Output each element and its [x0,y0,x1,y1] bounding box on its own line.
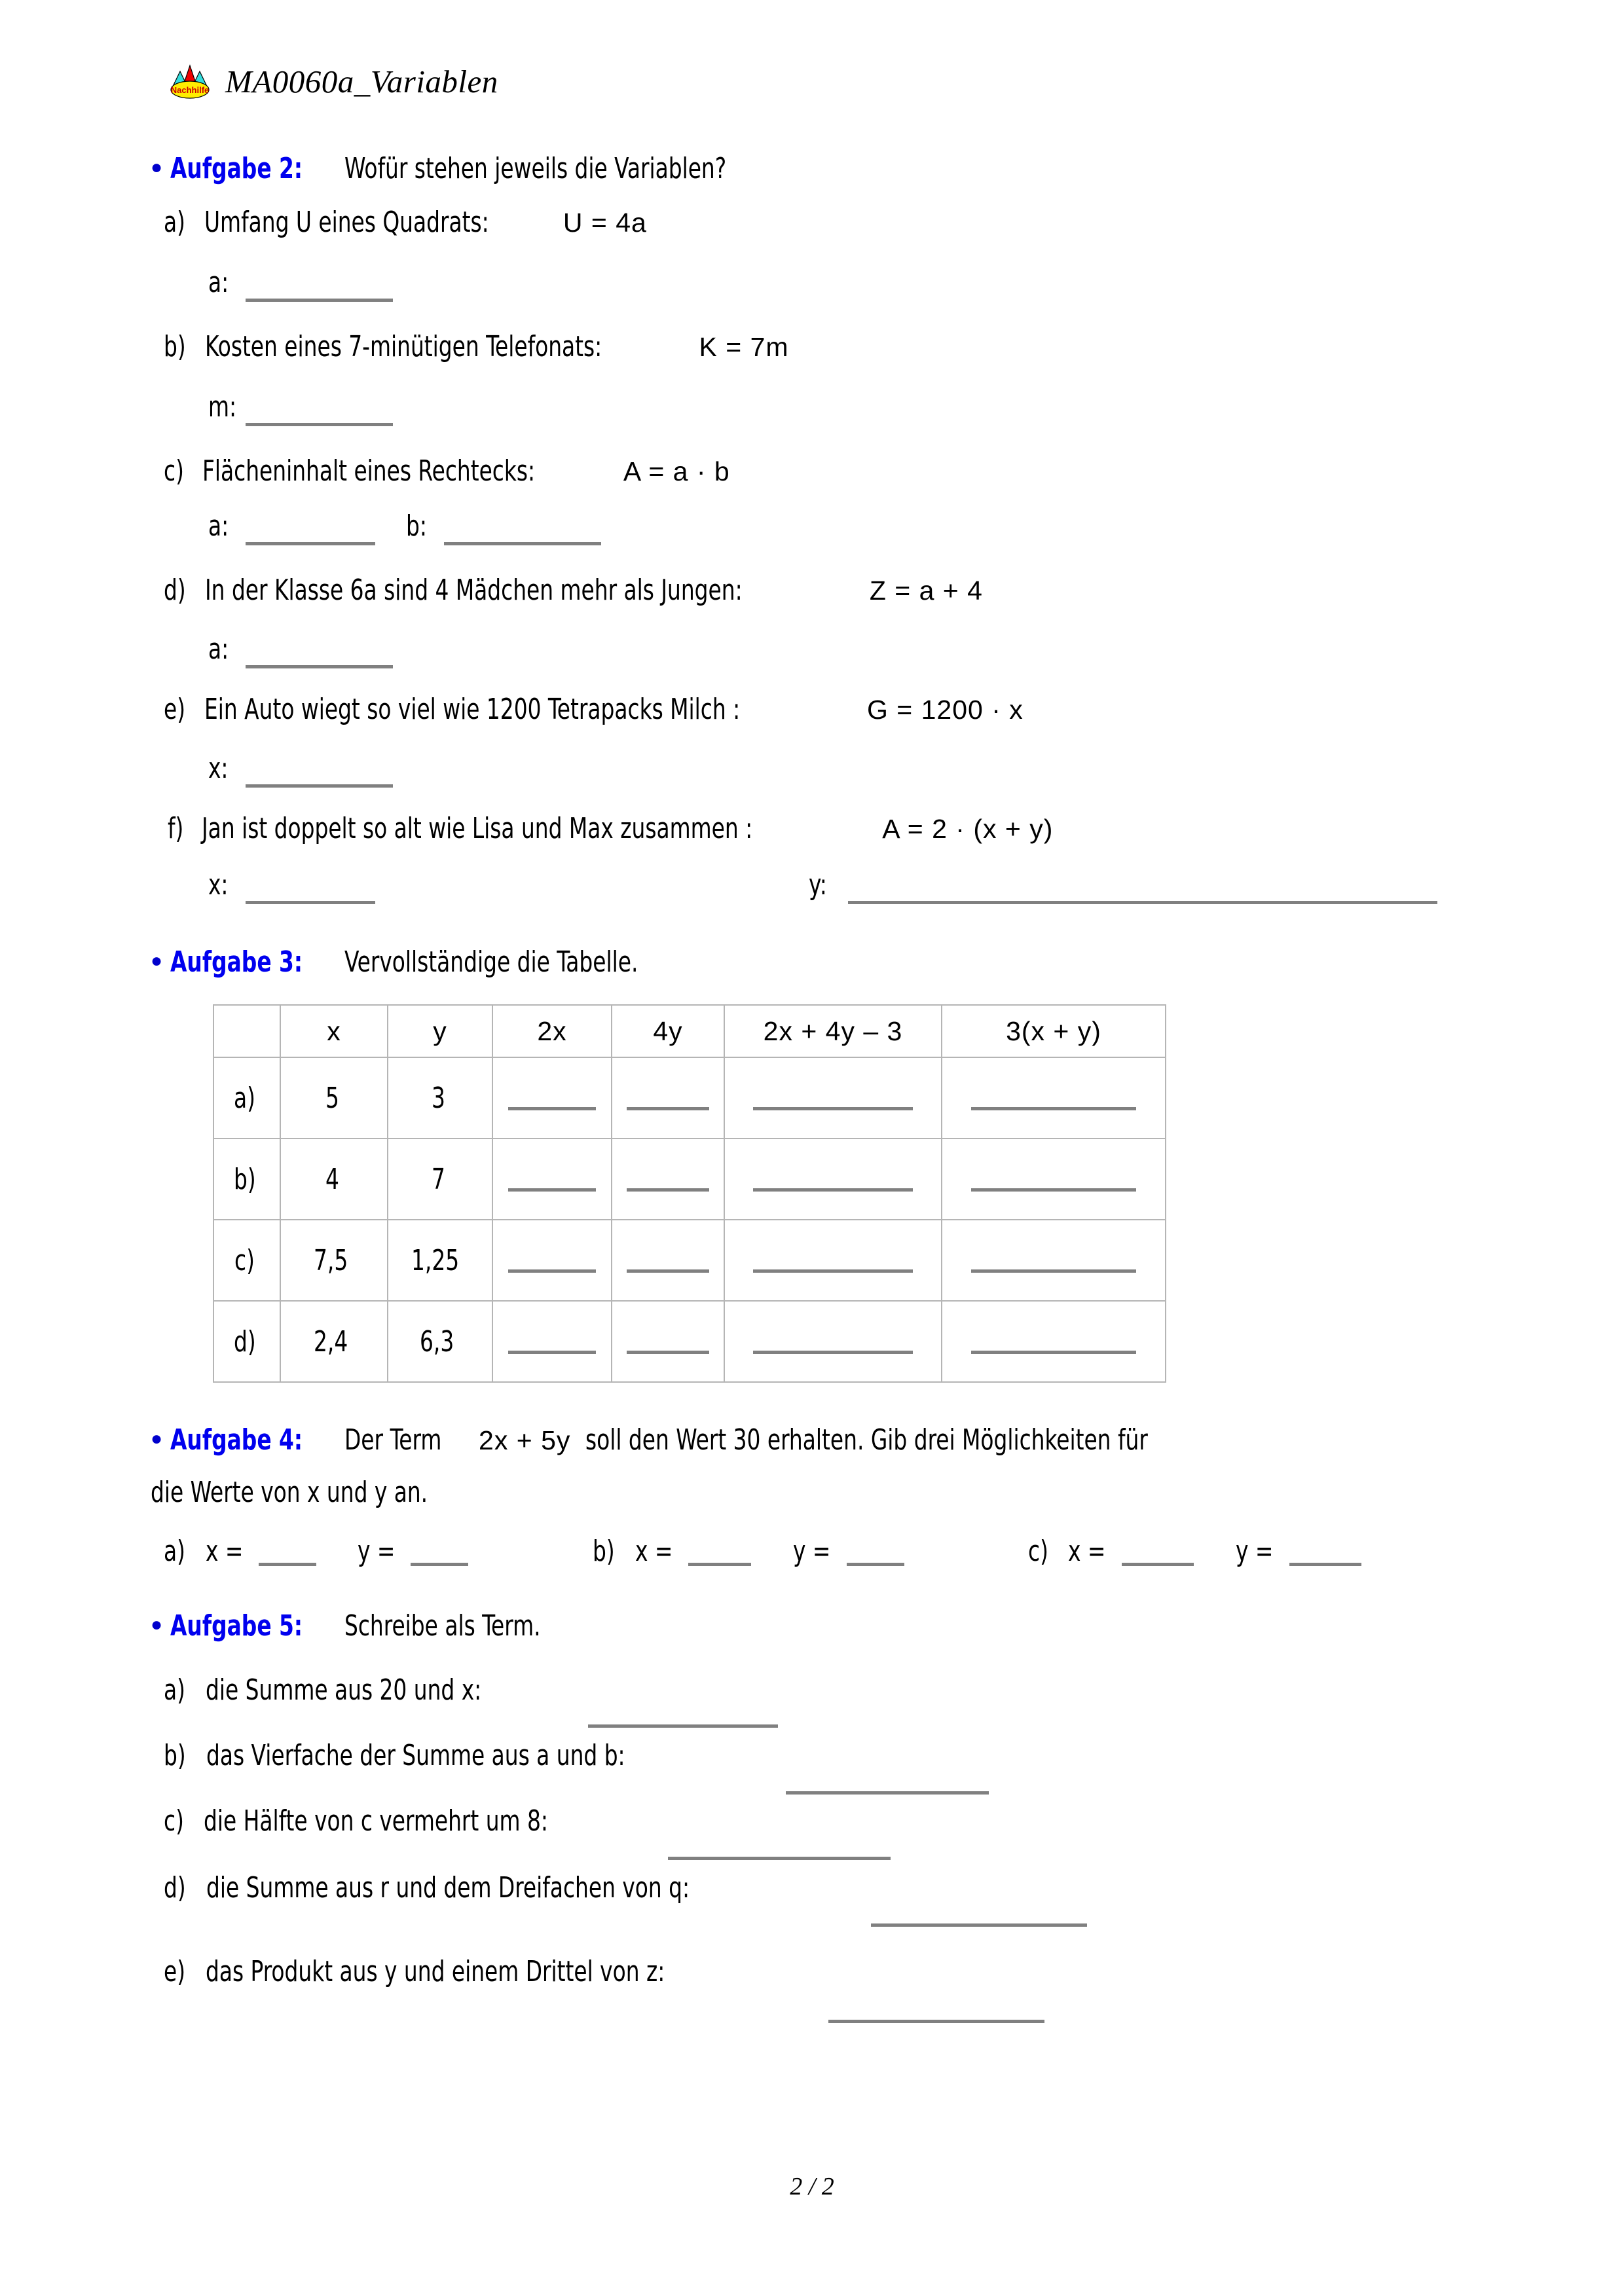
answer-line[interactable] [246,784,393,788]
answer-line[interactable] [668,1857,891,1860]
item-text: Ein Auto wiegt so viel wie 1200 Tetrapacks Milch : [204,693,741,726]
table-row [213,1057,1166,1139]
task2-answer-f2 [809,868,831,902]
task5-item-a [164,1673,538,1707]
answer-line[interactable] [847,1545,904,1566]
answer-line[interactable] [688,1545,751,1566]
y-label: y = [357,1535,395,1568]
item-text: das Vierfache der Summe aus a und b: [206,1739,625,1772]
task4-number: Aufgabe 4: [170,1423,303,1457]
row-term1-blank-cell[interactable] [724,1301,942,1382]
blank-var-label: y: [809,868,827,902]
answer-line[interactable] [753,1269,913,1273]
table-header-row [213,1005,1166,1057]
task5-item-c [164,1804,619,1838]
task4-term: 2x + 5y [479,1425,571,1455]
answer-line[interactable] [1289,1545,1361,1566]
x-label: x = [205,1535,244,1568]
page-number: 2 / 2 [790,2173,834,2200]
task4-answer-c [1028,1537,1361,1566]
item-formula: A = 2 · (x + y) [882,814,1054,844]
answer-line[interactable] [848,901,1437,904]
row-y-cell: 6,3 [388,1301,492,1382]
item-formula: G = 1200 · x [867,695,1024,725]
row-term2-blank-cell[interactable] [942,1220,1166,1301]
blank-var-label: a: [208,632,229,666]
table-header-cell-x: x [280,1005,388,1057]
x-label: x = [635,1535,673,1568]
answer-line[interactable] [508,1351,595,1354]
item-label: a) [164,1535,185,1568]
answer-line[interactable] [971,1351,1136,1354]
task4-heading [151,1423,1263,1457]
answer-line[interactable] [411,1545,468,1566]
item-formula: U = 4a [563,208,647,238]
item-label: e) [164,1955,186,1988]
y-label: y = [793,1535,831,1568]
answer-line[interactable] [627,1188,709,1192]
row-x-cell: 5 [280,1057,388,1139]
task2-heading [151,152,805,185]
answer-line[interactable] [508,1107,595,1110]
item-text: Jan ist doppelt so alt wie Lisa und Max zusammen : [201,812,752,845]
task2-item-a [164,208,647,237]
bullet-icon: ● [151,156,163,178]
row-term2-blank-cell[interactable] [942,1301,1166,1382]
item-text: die Summe aus r und dem Dreifachen von q: [206,1871,690,1904]
answer-line[interactable] [246,299,393,302]
answer-line[interactable] [871,1923,1087,1927]
row-label-cell: d) [213,1301,280,1382]
answer-line[interactable] [246,423,393,426]
answer-line[interactable] [508,1269,595,1273]
item-formula: A = a · b [623,456,730,486]
item-label: f) [168,812,184,845]
answer-line[interactable] [1122,1545,1194,1566]
task4-prompt-line2: die Werte von x und y an. [151,1476,428,1509]
task2-answer-e [208,754,232,783]
item-text: das Produkt aus y und einem Drittel von z: [206,1955,665,1988]
task2-answer-f1 [208,868,232,902]
task5-item-b [164,1741,710,1770]
task2-answer-c1 [208,509,233,543]
task3-prompt: Vervollständige die Tabelle. [344,945,638,979]
item-text: die Hälfte von c vermehrt um 8: [204,1804,549,1838]
row-4y-blank-cell[interactable] [612,1139,724,1220]
page-footer [0,2172,1624,2201]
item-text: die Summe aus 20 und x: [205,1673,482,1707]
task2-answer-b [208,390,242,424]
answer-line[interactable] [627,1351,709,1354]
table-header-cell-term1: 2x + 4y – 3 [724,1005,942,1057]
task5-heading [151,1609,581,1643]
item-label: c) [164,454,184,488]
task5-item-d [164,1871,788,1904]
row-term1-blank-cell[interactable] [724,1139,942,1220]
row-y-cell: 7 [388,1139,492,1220]
answer-line[interactable] [753,1107,913,1110]
row-4y-blank-cell[interactable] [612,1301,724,1382]
task5-item-e [164,1955,759,1988]
svg-text:Nachhilfe: Nachhilfe [170,85,210,95]
answer-line[interactable] [971,1107,1136,1110]
answer-line[interactable] [246,901,375,904]
row-label-cell: b) [213,1139,280,1220]
row-term1-blank-cell[interactable] [724,1220,942,1301]
answer-line[interactable] [246,665,393,668]
table-header-cell-y: y [388,1005,492,1057]
item-text: Flächeninhalt eines Rechtecks: [202,454,536,488]
table-row [213,1220,1166,1301]
bullet-icon: ● [151,1614,163,1635]
blank-var-label: b: [406,509,427,543]
x-label: x = [1068,1535,1106,1568]
row-2x-blank-cell[interactable] [492,1220,612,1301]
nachhilfe-logo-icon [169,63,211,100]
answer-line[interactable] [444,542,601,545]
item-text: Umfang U eines Quadrats: [204,206,489,239]
table-header-cell-2x: 2x [492,1005,612,1057]
task2-item-b [164,330,789,363]
item-text: Kosten eines 7-minütigen Telefonats: [204,330,602,363]
item-label: a) [164,206,185,239]
blank-var-label: x: [208,868,229,902]
task2-prompt: Wofür stehen jeweils die Variablen? [344,152,727,185]
task2-answer-a [208,268,233,297]
item-label: d) [164,574,186,607]
answer-line[interactable] [786,1791,989,1795]
task4-prompt-line2-row [151,1478,485,1507]
table-header-cell-term2: 3(x + y) [942,1005,1166,1057]
item-formula: K = 7m [699,332,789,362]
row-2x-blank-cell[interactable] [492,1139,612,1220]
task5-prompt: Schreibe als Term. [344,1609,541,1643]
document-header [169,63,498,100]
task3-heading [151,945,698,979]
y-label: y = [1236,1535,1274,1568]
item-label: b) [593,1535,615,1568]
row-4y-blank-cell[interactable] [612,1057,724,1139]
document-title: MA0060a_Variablen [225,63,498,100]
row-4y-blank-cell[interactable] [612,1220,724,1301]
row-term1-blank-cell[interactable] [724,1057,942,1139]
row-x-cell: 2,4 [280,1301,388,1382]
blank-var-label: a: [208,266,229,299]
item-label: c) [164,1804,184,1838]
table-row [213,1301,1166,1382]
task2-answer-c2 [406,509,431,543]
task2-item-c [164,454,730,488]
answer-line[interactable] [971,1188,1136,1192]
task3-number: Aufgabe 3: [170,945,303,979]
task2-answer-d [208,632,233,666]
row-y-cell: 3 [388,1057,492,1139]
answer-line[interactable] [246,542,375,545]
item-label: c) [1028,1535,1048,1568]
item-text: In der Klasse 6a sind 4 Mädchen mehr als Jungen: [204,574,743,607]
blank-var-label: x: [208,752,229,785]
answer-line[interactable] [753,1188,913,1192]
row-2x-blank-cell[interactable] [492,1301,612,1382]
answer-line[interactable] [508,1188,595,1192]
answer-line[interactable] [259,1545,316,1566]
task4-answer-a [164,1537,468,1566]
item-label: e) [164,693,186,726]
row-label-cell: c) [213,1220,280,1301]
item-formula: Z = a + 4 [869,575,983,606]
item-label: d) [164,1871,186,1904]
table-row [213,1139,1166,1220]
answer-line[interactable] [627,1269,709,1273]
task2-item-d [164,576,983,605]
row-2x-blank-cell[interactable] [492,1057,612,1139]
answer-line[interactable] [828,2020,1044,2023]
row-x-cell: 4 [280,1139,388,1220]
row-y-cell: 1,25 [388,1220,492,1301]
blank-var-label: m: [208,390,237,424]
row-term2-blank-cell[interactable] [942,1057,1166,1139]
task4-prompt-part2: soll den Wert 30 erhalten. Gib drei Möglichkeiten für [585,1423,1148,1457]
answer-line[interactable] [627,1107,709,1110]
answer-line[interactable] [753,1351,913,1354]
task2-number: Aufgabe 2: [170,152,303,185]
item-label: b) [164,1739,186,1772]
row-term2-blank-cell[interactable] [942,1139,1166,1220]
bullet-icon: ● [151,1428,163,1449]
task2-item-f [168,814,1053,843]
row-label-cell: a) [213,1057,280,1139]
blank-var-label: a: [208,509,229,543]
answer-line[interactable] [971,1269,1136,1273]
task4-answer-b [593,1537,904,1566]
table-header-cell-4y: 4y [612,1005,724,1057]
bullet-icon: ● [151,950,163,972]
table-header-cell-label [213,1005,280,1057]
item-label: b) [164,330,186,363]
task4-prompt-part1: Der Term [344,1423,442,1457]
task5-number: Aufgabe 5: [170,1609,303,1643]
answer-line[interactable] [588,1724,778,1728]
item-label: a) [164,1673,185,1707]
row-x-cell: 7,5 [280,1220,388,1301]
task2-item-e [164,695,1024,724]
task3-table [213,1004,1166,1383]
